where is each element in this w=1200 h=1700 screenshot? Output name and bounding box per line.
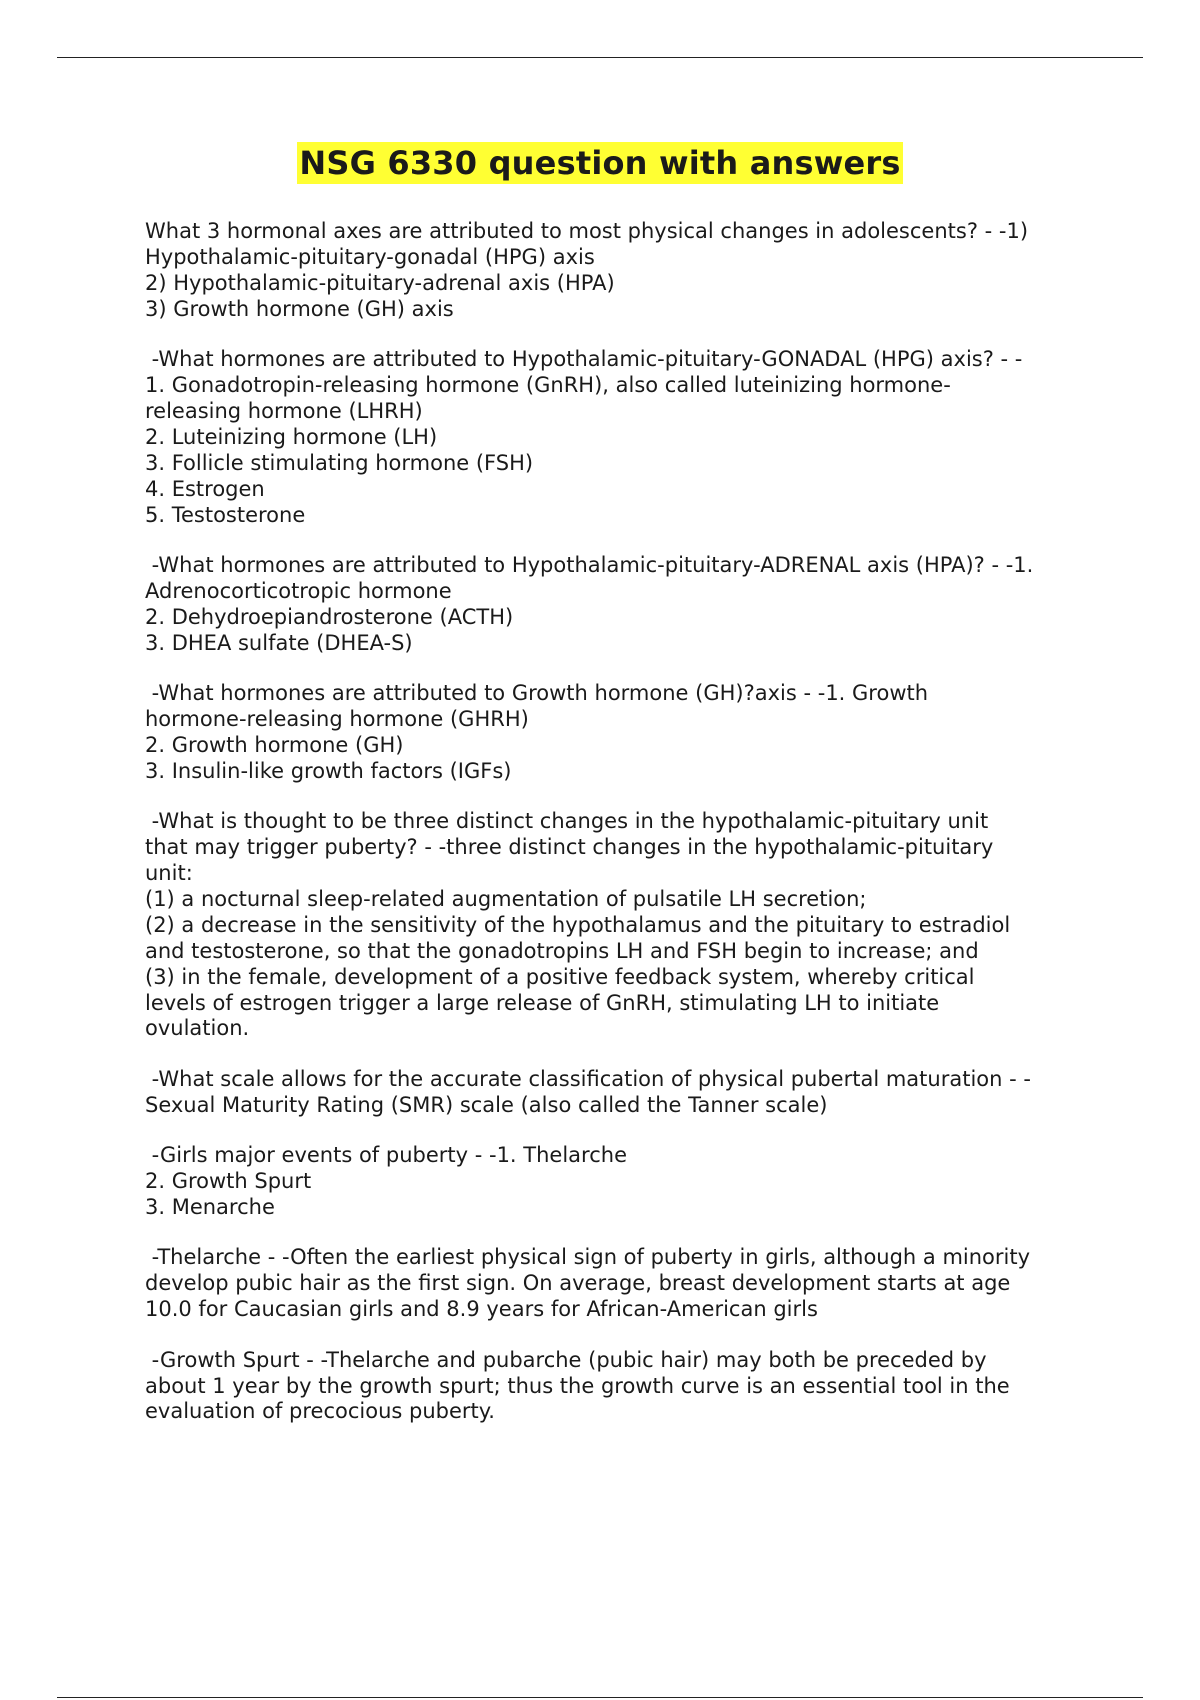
qa-block-girls-puberty-events [145,1143,1090,1221]
text-line: (2) a decrease in the sensitivity of the hypothalamus and the pituitary to estradiol [145,912,1011,937]
qa-block-hpg-axis [145,347,1090,528]
text-line: -What is thought to be three distinct changes in the hypothalamic-pituitary unit [145,809,989,834]
text-line: releasing hormone (LHRH) [145,398,423,423]
text-line: 2. Growth Spurt [145,1169,312,1194]
text-line: develop pubic hair as the first sign. On average, breast development starts at age [145,1271,1011,1296]
text-line: and testosterone, so that the gonadotropins LH and FSH begin to increase; and [145,938,979,963]
text-line: Adrenocorticotropic hormone [145,578,452,603]
text-line: 3. DHEA sulfate (DHEA-S) [145,630,413,655]
top-rule [57,57,1143,58]
title-container [0,142,1200,184]
text-line: 5. Testosterone [145,502,306,527]
text-line: Hypothalamic-pituitary-gonadal (HPG) axis [145,244,595,269]
text-line: Sexual Maturity Rating (SMR) scale (also called the Tanner scale) [145,1092,828,1117]
text-line: -Growth Spurt - -Thelarche and pubarche (pubic hair) may both be preceded by [145,1347,987,1372]
text-line: -What hormones are attributed to Hypothalamic-pituitary-ADRENAL axis (HPA)? - -1. [145,552,1034,577]
text-line: (3) in the female, development of a positive feedback system, whereby critical [145,964,975,989]
qa-block-maturation-scale [145,1067,1090,1119]
text-line: -Thelarche - -Often the earliest physical sign of puberty in girls, although a minority [145,1245,1031,1270]
text-line: 2. Growth hormone (GH) [145,732,404,757]
text-line: 2) Hypothalamic-pituitary-adrenal axis (HPA) [145,270,615,295]
text-line: -What scale allows for the accurate classification of physical pubertal maturation - - [145,1066,1031,1091]
text-line: levels of estrogen trigger a large release of GnRH, stimulating LH to initiate [145,990,940,1015]
qa-block-hormonal-axes [145,219,1090,323]
text-line: 3. Follicle stimulating hormone (FSH) [145,450,534,475]
text-line: 2. Luteinizing hormone (LH) [145,424,438,449]
text-line: 2. Dehydroepiandrosterone (ACTH) [145,604,514,629]
text-line: about 1 year by the growth spurt; thus the growth curve is an essential tool in the [145,1373,1010,1398]
text-line: 4. Estrogen [145,476,265,501]
qa-block-puberty-triggers [145,809,1090,1042]
text-line: 3. Menarche [145,1195,275,1219]
text-line: What 3 hormonal axes are attributed to most physical changes in adolescents? - -1) [145,219,1029,243]
text-line: -Girls major events of puberty - -1. Thelarche [145,1143,627,1168]
text-line: -What hormones are attributed to Hypothalamic-pituitary-GONADAL (HPG) axis? - - [145,347,1023,372]
text-line: unit: [145,861,193,886]
text-line: 10.0 for Caucasian girls and 8.9 years for African-American girls [145,1297,818,1322]
document-title: NSG 6330 question with answers [299,144,901,182]
text-line: ovulation. [145,1016,250,1041]
text-line: 3) Growth hormone (GH) axis [145,296,454,321]
qa-block-hpa-axis [145,553,1090,657]
text-line: -What hormones are attributed to Growth hormone (GH)?axis - -1. Growth [145,681,929,706]
text-line: hormone-releasing hormone (GHRH) [145,707,529,731]
text-line: 3. Insulin-like growth factors (IGFs) [145,758,512,783]
qa-block-growth-spurt [145,1348,1090,1426]
qa-block-thelarche [145,1245,1090,1323]
qa-block-gh-axis [145,681,1090,785]
text-line: that may trigger puberty? - -three distinct changes in the hypothalamic-pituitary [145,835,994,860]
text-line: evaluation of precocious puberty. [145,1399,495,1424]
document-body [145,219,1090,1450]
text-line: (1) a nocturnal sleep-related augmentation of pulsatile LH secretion; [145,886,867,911]
bottom-rule [57,1697,1143,1698]
text-line: 1. Gonadotropin-releasing hormone (GnRH), also called luteinizing hormone- [145,373,951,398]
